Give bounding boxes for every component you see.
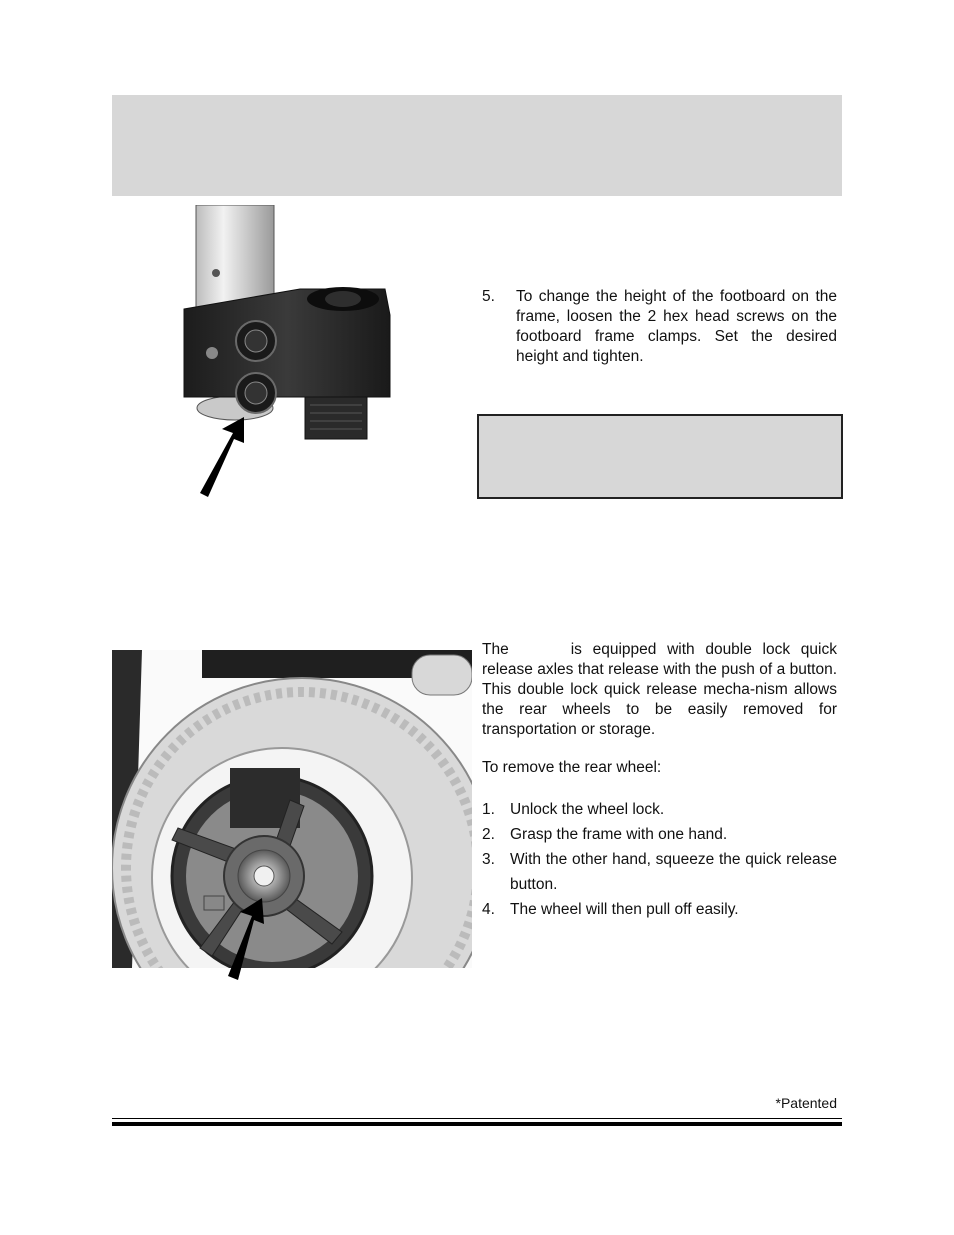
remove-wheel-lead: To remove the rear wheel: <box>482 759 662 776</box>
list-item <box>482 847 837 897</box>
patented-footnote: *Patented <box>775 1095 837 1111</box>
remove-wheel-steps <box>482 797 837 922</box>
step-text: With the other hand, squeeze the quick release button. <box>510 851 837 893</box>
header-band <box>112 95 842 196</box>
step-text: Unlock the wheel lock. <box>510 801 665 818</box>
list-item <box>482 797 837 822</box>
step-number: 4. <box>482 901 495 918</box>
step-5-text: To change the height of the footboard on the frame, loosen the 2 hex head screws on the footboard frame clamps. Set the desired height and tighten. <box>516 288 837 365</box>
footboard-clamp-figure <box>160 205 420 505</box>
intro-text: is equipped with double lock quick release axles that release with the push of a button. This double lock quick release mecha-nism allows the rear wheels to be easily removed for transportation or storage. <box>482 641 837 738</box>
rear-wheel-figure <box>112 650 472 980</box>
intro-paragraph <box>482 640 837 740</box>
footer-rule-thick <box>112 1122 842 1126</box>
step-5 <box>482 287 837 367</box>
note-box <box>477 414 843 499</box>
step-text: Grasp the frame with one hand. <box>510 826 728 843</box>
step-number: 2. <box>482 826 495 843</box>
list-item <box>482 897 837 922</box>
step-number: 1. <box>482 801 495 818</box>
list-item <box>482 822 837 847</box>
step-number: 3. <box>482 851 495 868</box>
intro-lead: The <box>482 641 509 658</box>
step-text: The wheel will then pull off easily. <box>510 901 739 918</box>
step-5-number: 5. <box>482 288 495 305</box>
footer-rule-thin <box>112 1118 842 1119</box>
